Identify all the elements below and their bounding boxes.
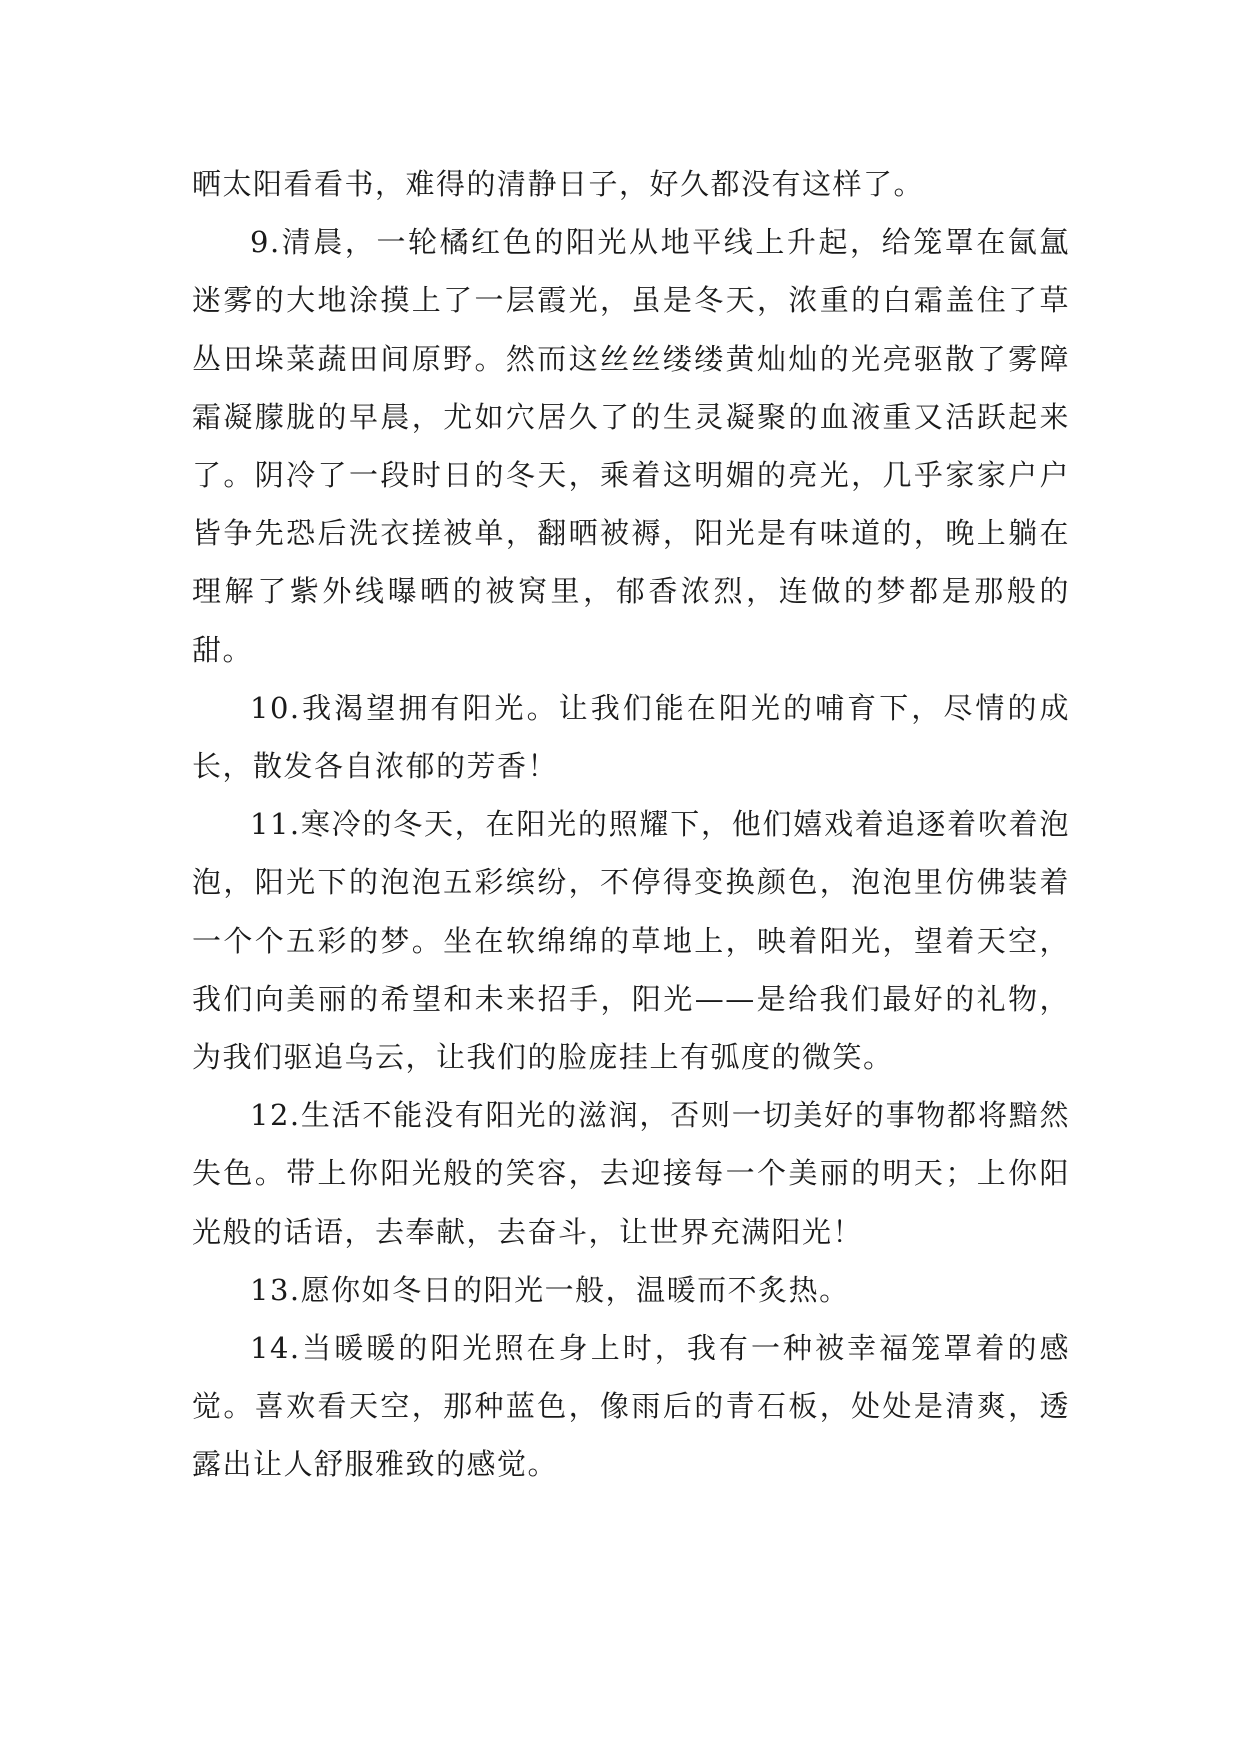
paragraph-12: 12.生活不能没有阳光的滋润，否则一切美好的事物都将黯然失色。带上你阳光般的笑容，去迎接每一个美丽的明天；上你阳光般的话语，去奉献，去奋斗，让世界充满阳光！ xyxy=(192,1098,1070,1249)
paragraph-14: 14.当暖暖的阳光照在身上时，我有一种被幸福笼罩着的感觉。喜欢看天空，那种蓝色，像雨后的青石板，处处是清爽，透露出让人舒服雅致的感觉。 xyxy=(192,1331,1070,1482)
paragraph-13: 13.愿你如冬日的阳光一般，温暖而不炙热。 xyxy=(250,1272,850,1307)
paragraph-10: 10.我渴望拥有阳光。让我们能在阳光的哺育下，尽情的成长，散发各自浓郁的芳香！ xyxy=(192,690,1070,784)
document-body xyxy=(192,155,1070,1494)
paragraph-9: 9.清晨，一轮橘红色的阳光从地平线上升起，给笼罩在氤氲迷雾的大地涂摸上了一层霞光，虽是冬天，浓重的白霜盖住了草丛田垛菜蔬田间原野。然而这丝丝缕缕黄灿灿的光亮驱散了雾障霜凝朦胧的早晨，尤如穴居久了的生灵凝聚的血液重又活跃起来了。阴冷了一段时日的冬天，乘着这明媚的亮光，几乎家家户户皆争先恐后洗衣搓被单，翻晒被褥，阳光是有味道的，晚上躺在理解了紫外线曝晒的被窝里，郁香浓烈，连做的梦都是那般的甜。 xyxy=(192,225,1070,667)
paragraph-continuation: 晒太阳看看书，难得的清静日子，好久都没有这样了。 xyxy=(192,167,925,201)
paragraph-11: 11.寒冷的冬天，在阳光的照耀下，他们嬉戏着追逐着吹着泡泡，阳光下的泡泡五彩缤纷，不停得变换颜色，泡泡里仿佛装着一个个五彩的梦。坐在软绵绵的草地上，映着阳光，望着天空，我们向美丽的希望和未来招手，阳光——是给我们最好的礼物，为我们驱追乌云，让我们的脸庞挂上有弧度的微笑。 xyxy=(192,807,1070,1075)
